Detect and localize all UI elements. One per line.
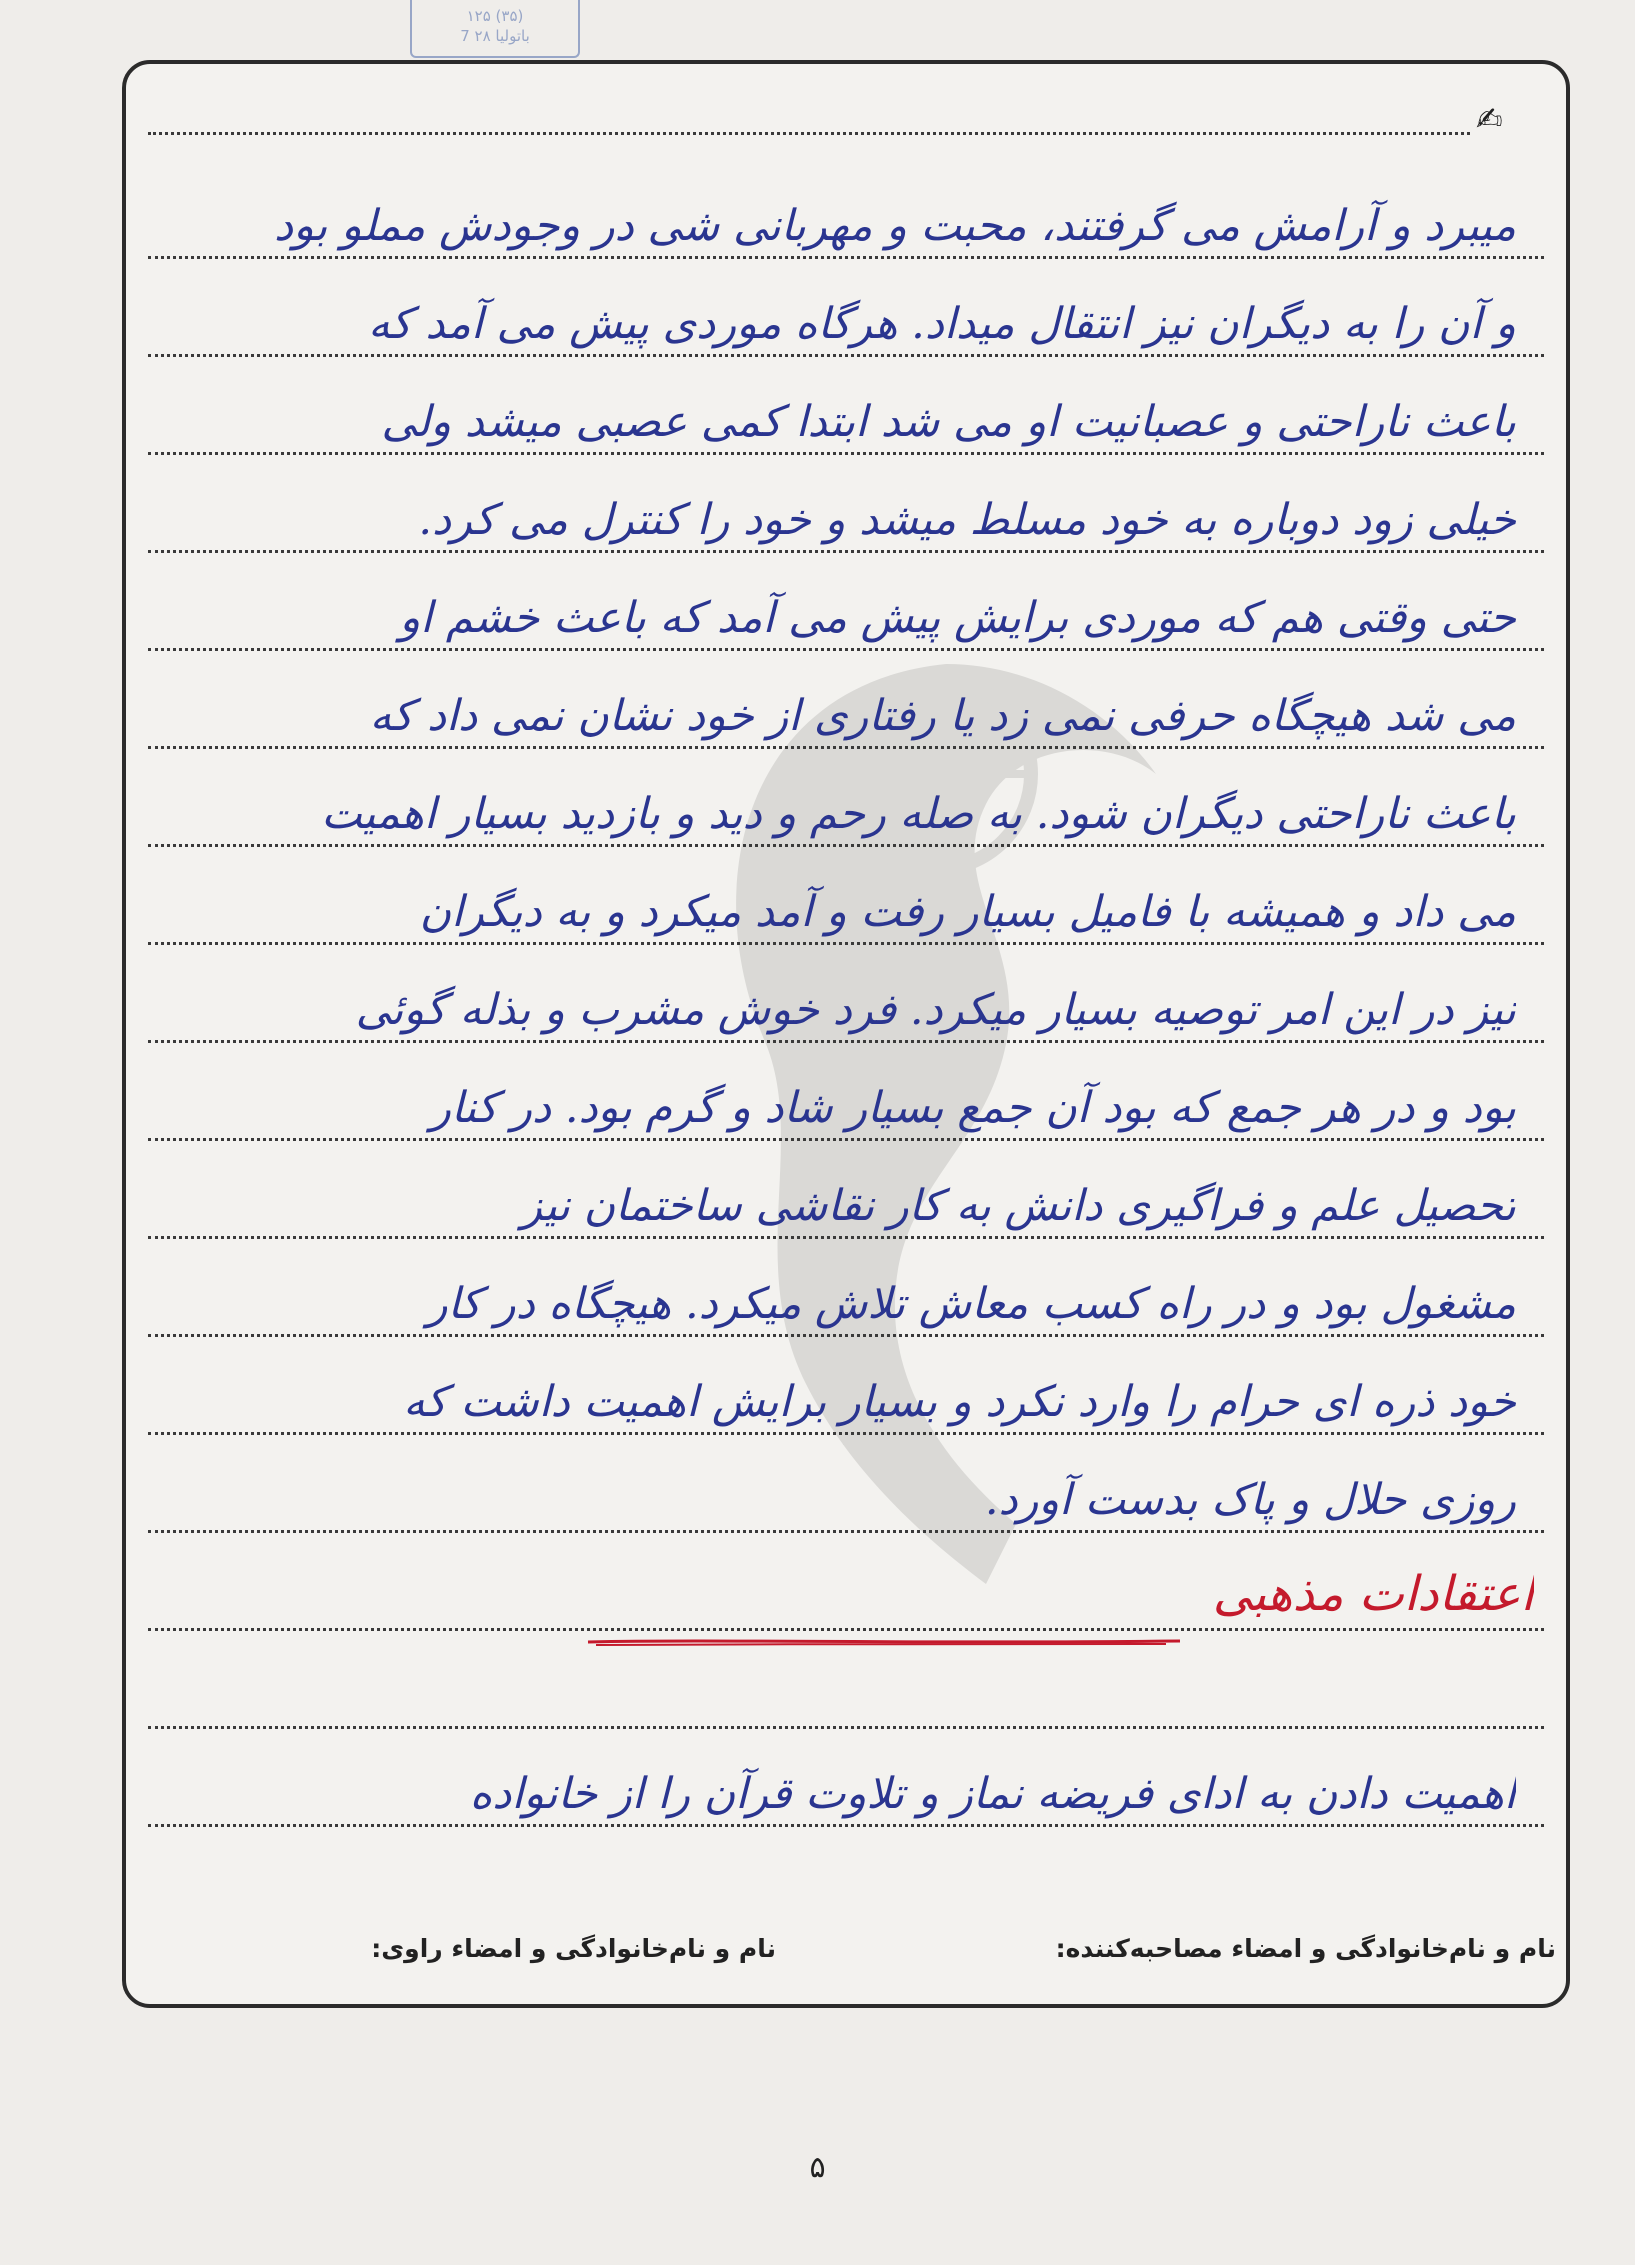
rule-line bbox=[148, 1432, 1544, 1435]
rule-line bbox=[148, 1334, 1544, 1337]
pen-writing-icon: ✍ bbox=[1476, 100, 1503, 138]
rule-line bbox=[148, 1628, 1544, 1631]
handwritten-line: حتی وقتی هم که موردی برایش پیش می آمد که باعث خشم او bbox=[399, 593, 1516, 643]
handwritten-line: مشغول بود و در راه کسب معاش تلاش میکرد. هیچگاه در کار bbox=[426, 1279, 1516, 1329]
rule-line bbox=[148, 844, 1544, 847]
signature-footer bbox=[136, 1926, 1556, 1976]
section-heading: اعتقادات مذهبی bbox=[1212, 1566, 1534, 1622]
rule-line bbox=[148, 746, 1544, 749]
stamp-line-1: ۱۲۵ (۳۵) bbox=[466, 7, 524, 25]
rule-line bbox=[148, 452, 1544, 455]
narrator-signature-label: نام و نام‌خانوادگی و امضاء راوی: bbox=[371, 1934, 776, 1963]
handwritten-line: خود ذره ای حرام را وارد نکرد و بسیار برایش اهمیت داشت که bbox=[403, 1377, 1516, 1427]
rule-line bbox=[148, 1236, 1544, 1239]
handwritten-line: و آن را به دیگران نیز انتقال میداد. هرگاه موردی پیش می آمد که bbox=[368, 299, 1516, 349]
handwritten-line: بود و در هر جمع که بود آن جمع بسیار شاد و گرم بود. در کنار bbox=[430, 1083, 1516, 1133]
rule-line bbox=[148, 1824, 1544, 1827]
page-number: ۵ bbox=[809, 2150, 826, 2185]
page-frame bbox=[122, 60, 1570, 2008]
rule-line bbox=[148, 1726, 1544, 1729]
rule-line bbox=[148, 354, 1544, 357]
handwritten-line: نیز در این امر توصیه بسیار میکرد. فرد خوش مشرب و بذله گوئی bbox=[355, 985, 1516, 1035]
rule-line bbox=[148, 1530, 1544, 1533]
lined-writing-area bbox=[148, 201, 1544, 2004]
handwritten-line: تحصیل علم و فراگیری دانش به کار نقاشی ساختمان نیز bbox=[521, 1181, 1516, 1231]
rule-line bbox=[148, 648, 1544, 651]
handwritten-line: می شد هیچگاه حرفی نمی زد یا رفتاری از خود نشان نمی داد که bbox=[369, 691, 1516, 741]
rule-line bbox=[148, 550, 1544, 553]
registration-stamp bbox=[410, 0, 580, 58]
interviewer-signature-label: نام و نام‌خانوادگی و امضاء مصاحبه‌کننده: bbox=[1055, 1934, 1556, 1963]
rule-line bbox=[148, 1138, 1544, 1141]
handwritten-line: باعث ناراحتی و عصبانیت او می شد ابتدا کمی عصبی میشد ولی bbox=[381, 397, 1516, 447]
rule-line bbox=[148, 1040, 1544, 1043]
handwritten-line: روزی حلال و پاک بدست آورد. bbox=[984, 1475, 1516, 1525]
heading-underline bbox=[586, 1637, 1182, 1647]
handwritten-line: اهمیت دادن به ادای فریضه نماز و تلاوت قرآن را از خانواده bbox=[469, 1769, 1516, 1819]
handwritten-line: باعث ناراحتی دیگران شود. به صله رحم و دید و بازدید بسیار اهمیت bbox=[321, 789, 1516, 839]
handwritten-line: می داد و همیشه با فامیل بسیار رفت و آمد میکرد و به دیگران bbox=[419, 887, 1516, 937]
stamp-line-2: 7 ۲۸ باتولیا bbox=[460, 27, 530, 45]
handwritten-line: خیلی زود دوباره به خود مسلط میشد و خود را کنترل می کرد. bbox=[418, 495, 1516, 545]
rule-line bbox=[148, 256, 1544, 259]
rule-line bbox=[148, 942, 1544, 945]
handwritten-line: میبرد و آرامش می گرفتند، محبت و مهربانی شی در وجودش مملو بود bbox=[273, 201, 1516, 251]
header-dotted-line bbox=[148, 132, 1470, 135]
